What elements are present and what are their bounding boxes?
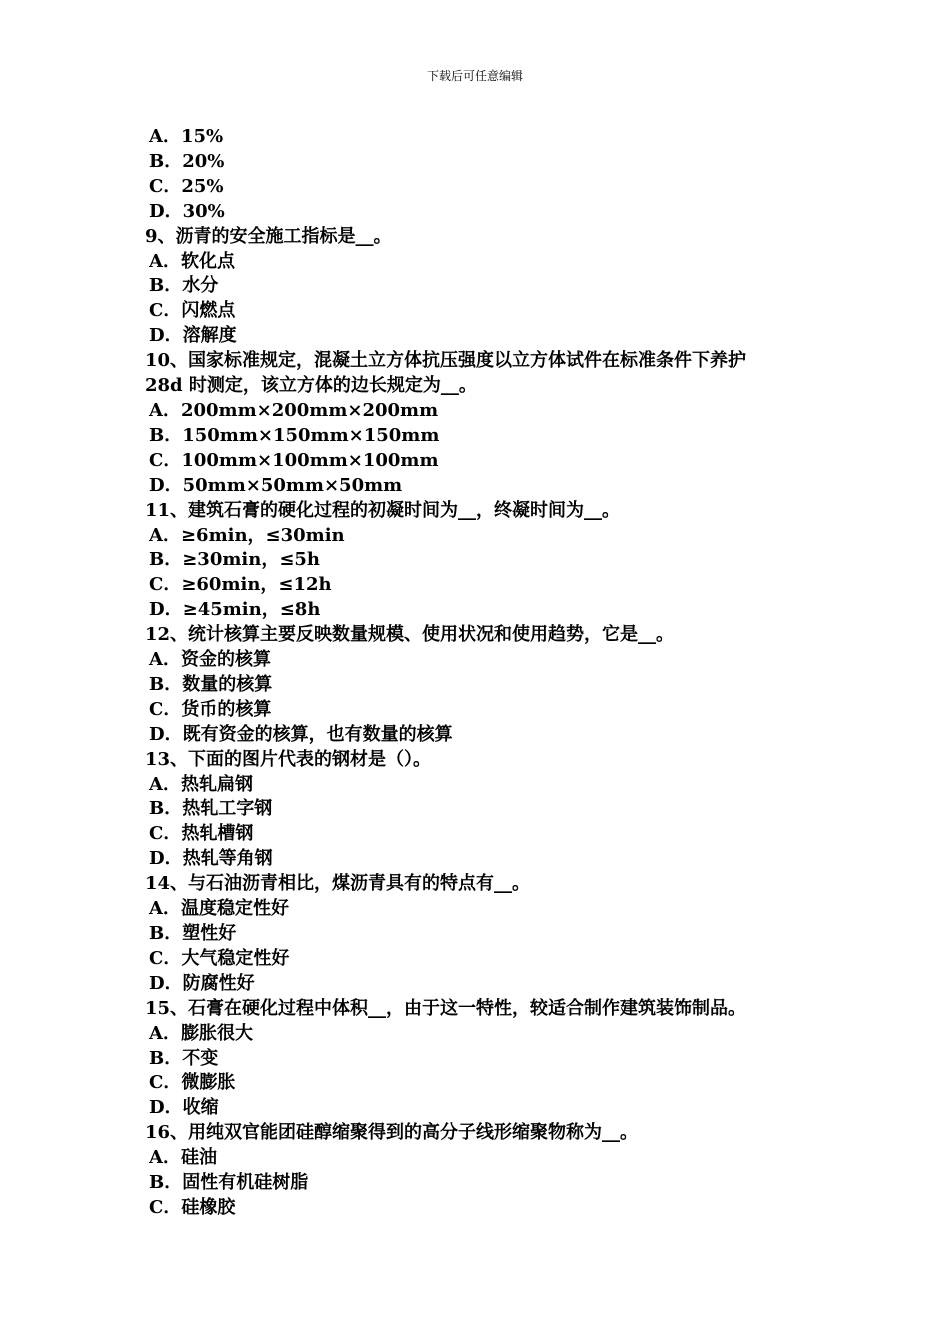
option-line: D．≥45min，≤8h [149,599,321,621]
option-line: C．≥60min，≤12h [149,574,332,596]
question-line: 9、沥青的安全施工指标是__。 [145,225,392,247]
option-line: B．固性有机硅树脂 [149,1172,309,1194]
question-line: 12、统计核算主要反映数量规模、使用状况和使用趋势，它是__。 [145,624,675,646]
question-line: 10、国家标准规定，混凝土立方体抗压强度以立方体试件在标准条件下养护 [145,350,747,372]
option-line: B．≥30min，≤5h [149,549,321,571]
question-line-continued: 28d 时测定，该立方体的边长规定为__。 [145,375,477,397]
option-line: A．资金的核算 [149,649,271,671]
option-line: A．200mm×200mm×200mm [149,399,439,421]
question-line: 13、下面的图片代表的钢材是（）。 [145,748,432,770]
page-header: 下载后可任意编辑 [426,69,523,83]
option-line: D．50mm×50mm×50mm [149,474,403,496]
option-line: C．闪燃点 [149,300,236,322]
option-line: A．软化点 [149,250,235,272]
option-line: B．热轧工字钢 [149,798,273,820]
option-line: C．微膨胀 [149,1072,236,1094]
option-line: D．30% [149,200,225,222]
option-line: C．热轧槽钢 [149,823,254,845]
question-line: 11、建筑石膏的硬化过程的初凝时间为__，终凝时间为__。 [145,499,621,521]
option-line: D．既有资金的核算，也有数量的核算 [149,723,453,745]
option-line: B．水分 [149,275,219,297]
question-line: 16、用纯双官能团硅醇缩聚得到的高分子线形缩聚物称为__。 [145,1122,639,1144]
option-line: A．≥6min，≤30min [149,524,345,546]
document-body [145,125,815,1221]
option-line: A．硅油 [149,1147,217,1169]
option-line: A．膨胀很大 [149,1022,253,1044]
option-line: C．大气稳定性好 [149,947,290,969]
question-line: 14、与石油沥青相比，煤沥青具有的特点有__。 [145,873,531,895]
question-line: 15、石膏在硬化过程中体积__，由于这一特性，较适合制作建筑装饰制品。 [145,997,747,1019]
option-line: D．热轧等角钢 [149,848,273,870]
option-line: D．收缩 [149,1097,219,1119]
option-line: C．100mm×100mm×100mm [149,449,439,471]
option-line: D．防腐性好 [149,972,255,994]
option-line: B．不变 [149,1047,219,1069]
option-line: A．温度稳定性好 [149,898,289,920]
option-line: B．数量的核算 [149,673,273,695]
option-line: A．热轧扁钢 [149,773,253,795]
option-line: B．20% [149,150,225,172]
option-line: D．溶解度 [149,325,237,347]
option-line: B．150mm×150mm×150mm [149,424,440,446]
option-line: C．25% [149,175,224,197]
option-line: C．硅橡胶 [149,1196,236,1218]
option-line: B．塑性好 [149,923,237,944]
option-line: C．货币的核算 [149,698,272,720]
option-line: A．15% [149,126,224,147]
